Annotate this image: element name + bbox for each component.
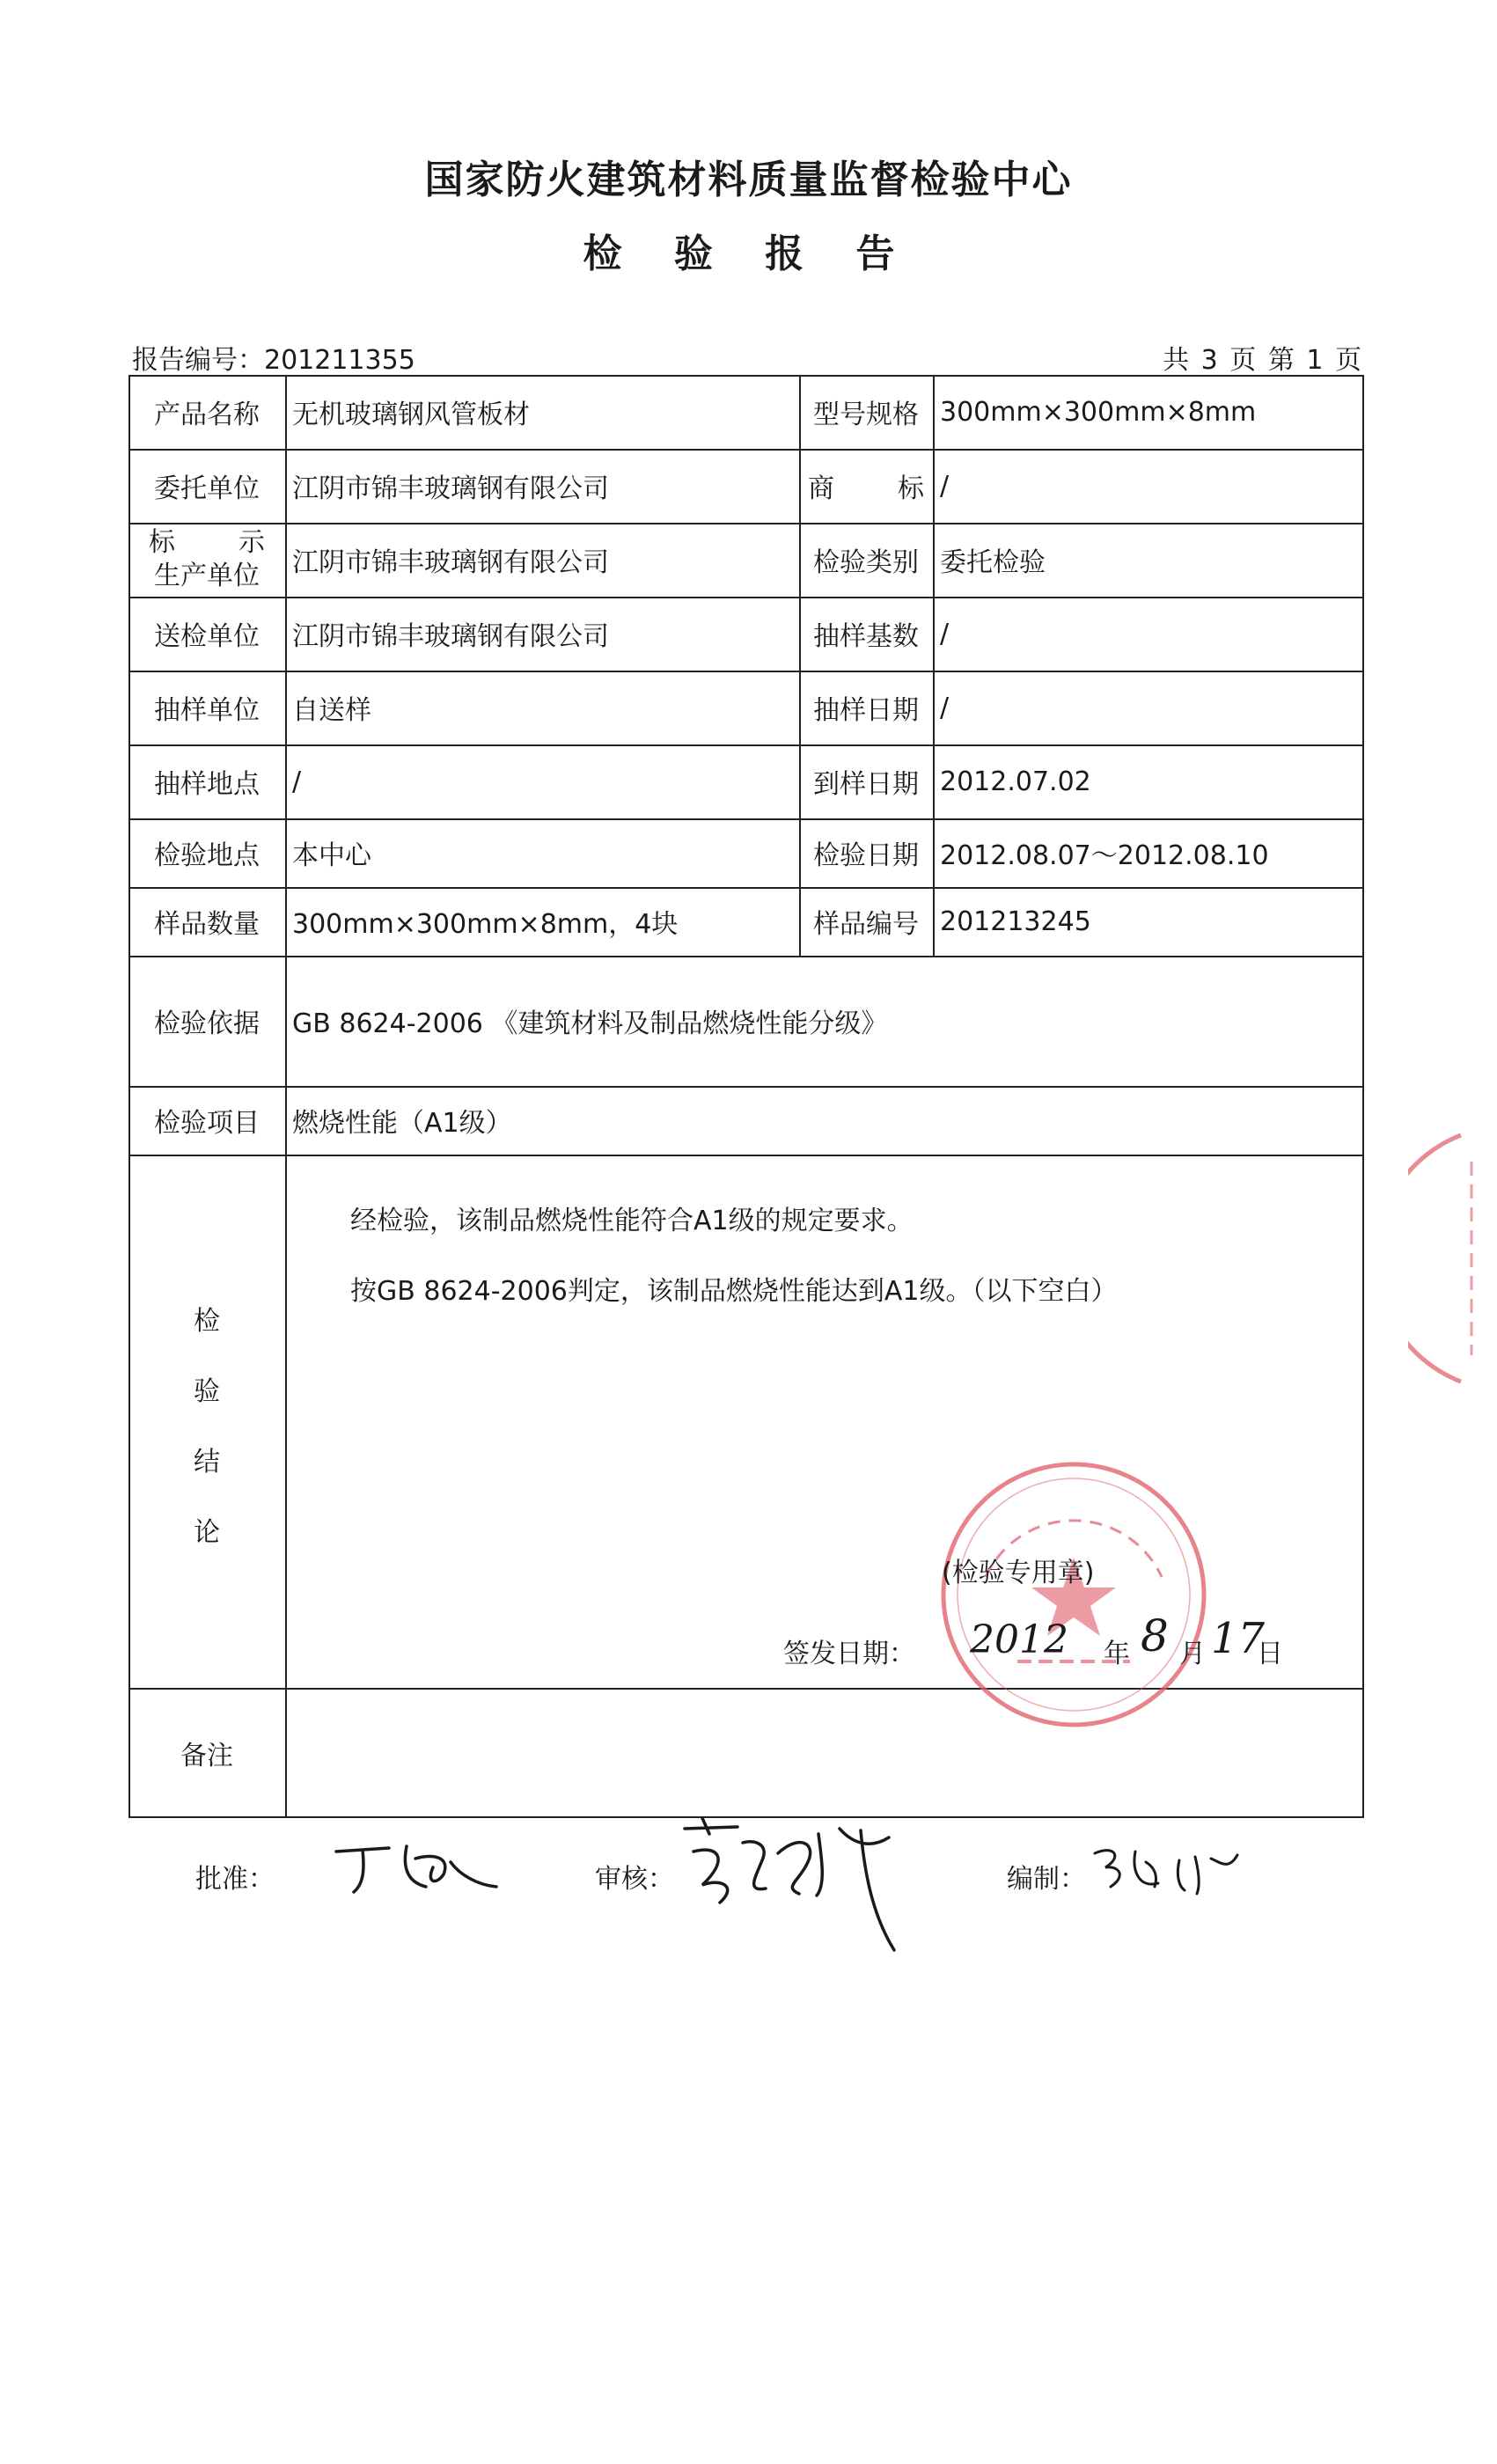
basis-label: 检验依据 (154, 1008, 260, 1039)
year-unit: 年 (1104, 1639, 1130, 1669)
sample-place-label: 抽样地点 (154, 769, 260, 800)
sample-date-value: / (940, 692, 950, 723)
submitter-value: 江阴市锦丰玻璃钢有限公司 (292, 621, 609, 652)
sample-qty-value: 300mm×300mm×8mm，4块 (292, 909, 679, 940)
test-place-label: 检验地点 (154, 840, 260, 871)
compile-signature (1088, 1836, 1246, 1906)
sample-no-value: 201213245 (940, 906, 1091, 937)
compile-label: 编制： (1007, 1864, 1086, 1895)
institution-title: 国家防火建筑材料质量监督检验中心 (424, 158, 1073, 202)
sample-base-value: / (940, 618, 950, 649)
producer-label-line: 生产单位 (154, 561, 260, 591)
remarks-value (285, 1688, 1364, 1818)
items-value: 燃烧性能（A1级） (292, 1108, 512, 1139)
trademark-value: / (940, 470, 950, 502)
review-signature (667, 1808, 922, 1957)
day-unit: 日 (1257, 1639, 1283, 1669)
remarks-label: 备注 (180, 1741, 233, 1771)
issue-date-label: 签发日期： (783, 1639, 915, 1669)
document-title: 检 验 报 告 (583, 231, 914, 276)
conclusion-line-1: 经检验，该制品燃烧性能符合A1级的规定要求。 (350, 1206, 914, 1236)
trademark-label-char: 标 (898, 473, 924, 504)
submitter-label: 送检单位 (154, 621, 260, 652)
row-divider (128, 1155, 1364, 1156)
conclusion-label-char: 结 (194, 1447, 220, 1478)
sample-base-label: 抽样基数 (813, 621, 919, 652)
seal-caption: (检验专用章) (942, 1558, 1095, 1588)
test-date-label: 检验日期 (813, 840, 919, 871)
sample-date-label: 抽样日期 (813, 695, 919, 726)
sample-no-label: 样品编号 (813, 909, 919, 940)
product-name-value: 无机玻璃钢风管板材 (292, 400, 530, 430)
conclusion-label-char: 验 (194, 1376, 220, 1407)
producer-label-char: 示 (238, 527, 265, 558)
sample-qty-label: 样品数量 (154, 909, 260, 940)
model-spec-value: 300mm×300mm×8mm (940, 396, 1257, 428)
issue-date-day: 17 (1211, 1614, 1266, 1663)
test-type-label: 检验类别 (813, 547, 919, 578)
arrival-date-value: 2012.07.02 (940, 766, 1091, 797)
sample-place-value: / (292, 766, 302, 797)
sampler-value: 自送样 (292, 695, 371, 726)
arrival-date-label: 到样日期 (813, 769, 919, 800)
items-label: 检验项目 (154, 1108, 260, 1139)
producer-label (128, 523, 285, 597)
report-number (132, 338, 415, 377)
review-label: 审核： (595, 1864, 674, 1895)
page-info: 共 3 页 第 1 页 (1163, 345, 1363, 376)
report-number-label: 报告编号： (132, 345, 264, 376)
trademark-label (799, 449, 933, 523)
conclusion-label-char: 论 (194, 1517, 220, 1548)
approve-label: 批准： (195, 1864, 275, 1895)
conclusion-line-2: 按GB 8624-2006判定，该制品燃烧性能达到A1级。（以下空白） (350, 1276, 1118, 1307)
trademark-label-char: 商 (808, 473, 834, 504)
sampler-label: 抽样单位 (154, 695, 260, 726)
issue-date-month: 8 (1141, 1610, 1169, 1661)
model-spec-label: 型号规格 (813, 400, 919, 430)
producer-value: 江阴市锦丰玻璃钢有限公司 (292, 547, 609, 578)
test-type-value: 委托检验 (940, 547, 1046, 578)
producer-label-char: 标 (149, 527, 175, 558)
test-date-value: 2012.08.07～2012.08.10 (940, 840, 1269, 871)
basis-value: GB 8624-2006 《建筑材料及制品燃烧性能分级》 (292, 1008, 888, 1039)
approve-signature (327, 1832, 503, 1903)
partial-seal-stamp (1408, 1126, 1497, 1390)
report-number-value: 201211355 (264, 345, 415, 376)
product-name-label: 产品名称 (154, 400, 260, 430)
client-label: 委托单位 (154, 473, 260, 504)
conclusion-label-char: 检 (194, 1306, 220, 1337)
issue-date-year: 2012 (970, 1617, 1068, 1662)
client-value: 江阴市锦丰玻璃钢有限公司 (292, 473, 609, 504)
test-place-value: 本中心 (292, 840, 371, 871)
month-unit: 月 (1179, 1639, 1206, 1669)
